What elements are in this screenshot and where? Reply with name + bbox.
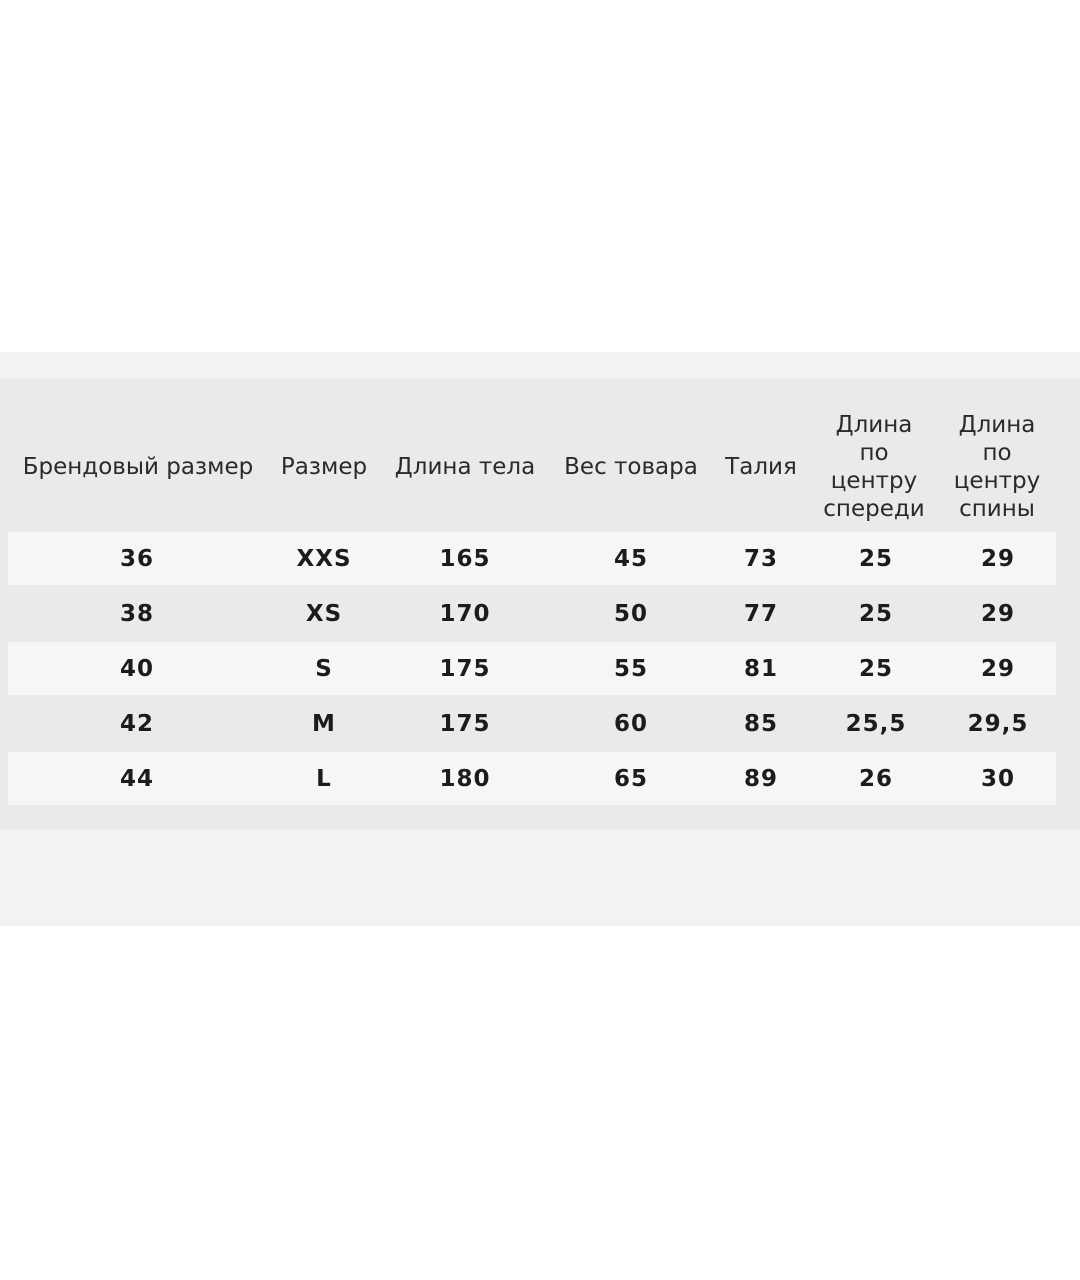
- cell-brand-size: 40: [119, 655, 154, 682]
- header-brand-size: Брендовый размер: [22, 454, 254, 480]
- cell-waist: 73: [743, 545, 778, 572]
- cell-back-center-length: 29: [980, 600, 1015, 627]
- cell-front-center-length: 25: [858, 600, 893, 627]
- cell-brand-size: 38: [119, 600, 154, 627]
- cell-back-center-length: 29,5: [967, 710, 1029, 737]
- header-front-center-length: Длина по центру спереди: [823, 412, 925, 522]
- cell-waist: 77: [743, 600, 778, 627]
- cell-back-center-length: 29: [980, 545, 1015, 572]
- cell-size: XXS: [296, 545, 352, 572]
- cell-front-center-length: 25,5: [845, 710, 907, 737]
- cell-size: S: [315, 655, 333, 682]
- cell-size: XS: [305, 600, 343, 627]
- cell-body-length: 180: [439, 765, 491, 792]
- size-chart-panel: [0, 352, 1080, 926]
- cell-waist: 85: [743, 710, 778, 737]
- cell-waist: 81: [743, 655, 778, 682]
- table-row: [8, 587, 1056, 640]
- cell-brand-size: 36: [119, 545, 154, 572]
- cell-front-center-length: 25: [858, 655, 893, 682]
- header-item-weight: Вес товара: [564, 454, 698, 480]
- cell-item-weight: 55: [613, 655, 648, 682]
- cell-item-weight: 50: [613, 600, 648, 627]
- cell-body-length: 175: [439, 710, 491, 737]
- cell-back-center-length: 30: [980, 765, 1015, 792]
- header-body-length: Длина тела: [394, 454, 536, 480]
- size-table: [0, 378, 1080, 830]
- header-waist: Талия: [725, 454, 797, 480]
- cell-size: M: [312, 710, 336, 737]
- header-back-center-length: Длина по центру спины: [953, 412, 1041, 522]
- cell-front-center-length: 25: [858, 545, 893, 572]
- table-row: [8, 697, 1056, 750]
- cell-size: L: [316, 765, 332, 792]
- cell-back-center-length: 29: [980, 655, 1015, 682]
- cell-item-weight: 60: [613, 710, 648, 737]
- table-row: [8, 752, 1056, 805]
- table-row: [8, 532, 1056, 585]
- table-row: [8, 642, 1056, 695]
- cell-item-weight: 65: [613, 765, 648, 792]
- cell-waist: 89: [743, 765, 778, 792]
- header-size: Размер: [280, 454, 368, 480]
- cell-body-length: 170: [439, 600, 491, 627]
- cell-front-center-length: 26: [858, 765, 893, 792]
- cell-brand-size: 42: [119, 710, 154, 737]
- cell-item-weight: 45: [613, 545, 648, 572]
- cell-brand-size: 44: [119, 765, 154, 792]
- cell-body-length: 175: [439, 655, 491, 682]
- cell-body-length: 165: [439, 545, 491, 572]
